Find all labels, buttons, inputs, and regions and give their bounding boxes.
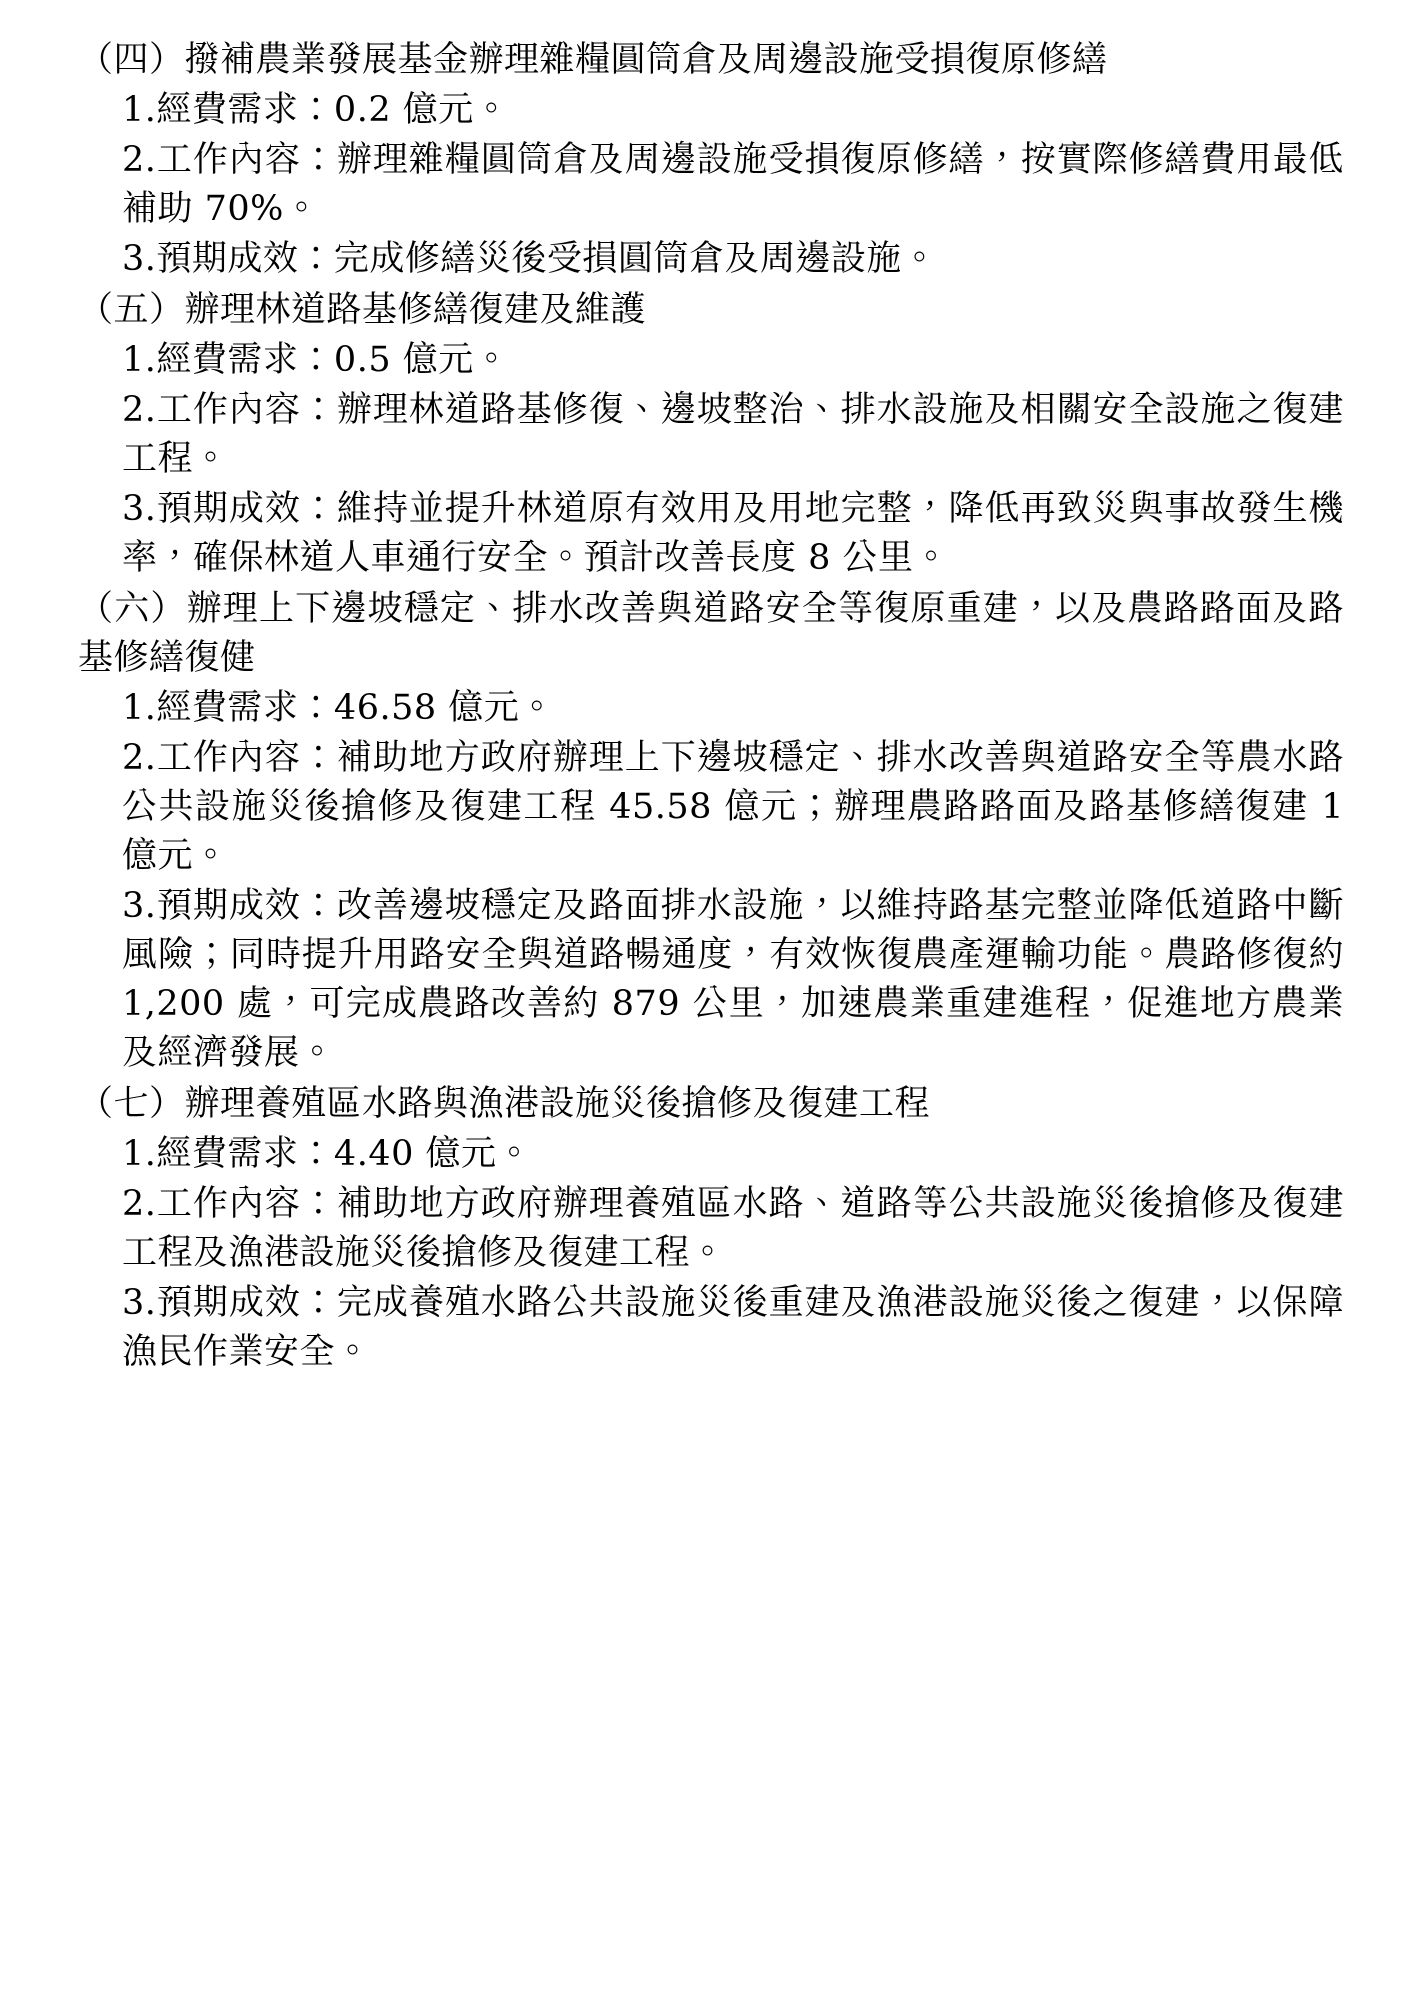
item-text: 辦理林道路基修復、邊坡整治、排水設施及相關安全設施之復建工程。 — [122, 390, 1344, 479]
list-item — [78, 336, 1344, 385]
item-text: 完成修繕災後受損圓筒倉及周邊設施。 — [333, 239, 938, 279]
list-item — [78, 136, 1344, 234]
item-number: 3. — [122, 489, 157, 529]
item-number: 2. — [122, 140, 157, 180]
item-title: 工作內容： — [156, 1184, 337, 1224]
list-item — [78, 1130, 1344, 1179]
item-text: 補助地方政府辦理養殖區水路、道路等公共設施災後搶修及復建工程及漁港設施災後搶修及復建工程。 — [122, 1184, 1344, 1273]
item-title: 經費需求： — [156, 340, 334, 380]
item-text: 0.5 億元。 — [333, 340, 510, 380]
item-title: 工作內容： — [156, 738, 337, 778]
section-block — [78, 36, 1344, 284]
item-number: 3. — [122, 886, 157, 926]
section-block — [78, 585, 1344, 1078]
item-title: 經費需求： — [156, 1134, 334, 1174]
item-title: 工作內容： — [156, 140, 337, 180]
list-item — [78, 1279, 1344, 1377]
item-number: 2. — [122, 738, 157, 778]
section-heading — [78, 585, 1344, 683]
list-item — [78, 734, 1344, 881]
item-text: 維持並提升林道原有效用及用地完整，降低再致災與事故發生機率，確保林道人車通行安全。預計改善長度 8 公里。 — [122, 489, 1344, 578]
section-label: （四） — [78, 40, 185, 80]
item-text: 補助地方政府辦理上下邊坡穩定、排水改善與道路安全等農水路公共設施災後搶修及復建工程 45.58 億元；辦理農路路面及路基修繕復建 1 億元。 — [122, 738, 1344, 876]
item-number: 3. — [122, 239, 157, 279]
section-heading — [78, 1080, 1344, 1129]
list-item — [78, 485, 1344, 583]
item-number: 2. — [122, 390, 157, 430]
section-heading-text: 辦理養殖區水路與漁港設施災後搶修及復建工程 — [184, 1084, 931, 1124]
item-number: 1. — [122, 90, 157, 130]
list-item — [78, 684, 1344, 733]
item-number: 3. — [122, 1283, 157, 1323]
item-number: 1. — [122, 340, 157, 380]
item-text: 完成養殖水路公共設施災後重建及漁港設施災後之復建，以保障漁民作業安全。 — [122, 1283, 1344, 1372]
section-heading-text: 辦理上下邊坡穩定、排水改善與道路安全等復原重建，以及農路路面及路基修繕復健 — [78, 589, 1344, 678]
item-text: 改善邊坡穩定及路面排水設施，以維持路基完整並降低道路中斷風險；同時提升用路安全與道路暢通度，有效恢復農產運輸功能。農路修復約 1,200 處，可完成農路改善約 879 公里，加速農業重建進程，促進地方農業及經濟發展。 — [122, 886, 1344, 1073]
item-text: 0.2 億元。 — [333, 90, 510, 130]
item-title: 經費需求： — [156, 90, 334, 130]
item-text: 辦理雜糧圓筒倉及周邊設施受損復原修繕，按實際修繕費用最低補助 70%。 — [122, 140, 1344, 229]
item-number: 1. — [122, 688, 157, 728]
section-label: （七） — [78, 1084, 185, 1124]
list-item — [78, 86, 1344, 135]
section-heading — [78, 36, 1344, 85]
list-item — [78, 386, 1344, 484]
item-title: 預期成效： — [156, 489, 337, 529]
item-title: 工作內容： — [156, 390, 337, 430]
item-title: 預期成效： — [156, 886, 337, 926]
list-item — [78, 882, 1344, 1078]
list-item — [78, 1180, 1344, 1278]
section-label: （五） — [78, 290, 185, 330]
section-block — [78, 1080, 1344, 1377]
item-number: 2. — [122, 1184, 157, 1224]
item-text: 46.58 億元。 — [333, 688, 555, 728]
section-label: （六） — [78, 589, 187, 629]
section-heading-text: 撥補農業發展基金辦理雜糧圓筒倉及周邊設施受損復原修繕 — [184, 40, 1108, 80]
item-number: 1. — [122, 1134, 157, 1174]
section-heading — [78, 286, 1344, 335]
section-heading-text: 辦理林道路基修繕復建及維護 — [184, 290, 647, 330]
list-item — [78, 235, 1344, 284]
item-title: 經費需求： — [156, 688, 334, 728]
item-title: 預期成效： — [156, 239, 334, 279]
item-text: 4.40 億元。 — [333, 1134, 532, 1174]
item-title: 預期成效： — [156, 1283, 337, 1323]
section-block — [78, 286, 1344, 583]
